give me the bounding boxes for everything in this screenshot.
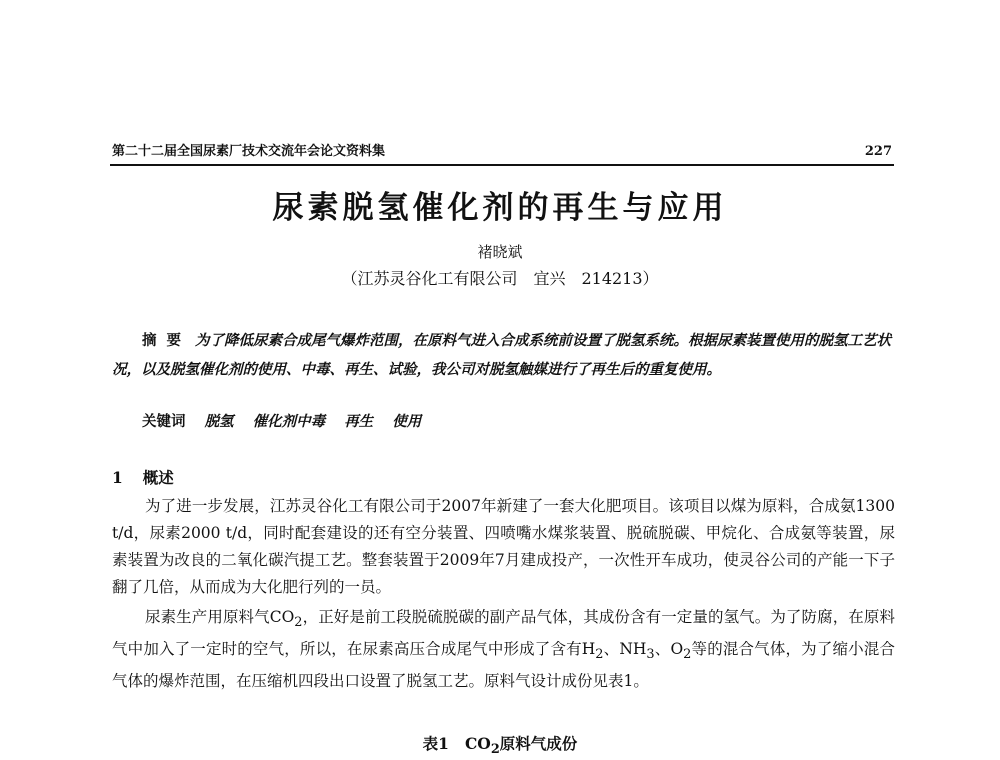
keyword-item: 催化剂中毒 (252, 413, 326, 430)
abstract-label: 摘要 (142, 332, 191, 349)
para-text: 尿素生产用原料气CO (145, 608, 295, 626)
running-header (112, 143, 892, 161)
abstract-text: 为了降低尿素合成尾气爆炸范围，在原料气进入合成系统前设置了脱氢系统。根据尿素装置使用的脱氢工艺状况，以及脱氢催化剂的使用、中毒、再生、试验，我公司对脱氢触媒进行了再生后的重复使用。 (112, 332, 891, 378)
header-rule (110, 164, 894, 166)
author-name: 褚晓斌 (477, 243, 523, 261)
keywords (142, 412, 902, 432)
para-text: 等的混合气体，为了缩小混合气体的爆炸范围，在压缩机四段出口设置了脱氢工艺。原料气设计成份见表1。 (112, 640, 895, 691)
para-text: 、NH (603, 640, 647, 659)
body-paragraph: 为了进一步发展，江苏灵谷化工有限公司于2007年新建了一套大化肥项目。该项目以煤为原料，合成氨1300 t/d，尿素2000 t/d，同时配套建设的还有空分装置、四喷嘴水煤浆装置、脱硫脱碳、甲烷化、合成氨等装置，尿素装置为改良的二氧化碳汽提工艺。整套装置于2009年7月建成投产，一次性开车成功，使灵谷公司的产能一下子翻了几倍，从而成为大化肥行列的一员。 (112, 497, 895, 596)
abstract (112, 326, 894, 384)
section-heading (112, 468, 174, 488)
keyword-item: 使用 (392, 413, 422, 430)
table-number: 表1 (422, 734, 449, 753)
page-number: 227 (864, 144, 892, 159)
table-caption-text: 原料气成份 (499, 734, 578, 753)
table-caption: 表1 $CO_2$原料气成份 (422, 734, 578, 758)
section-title: 概述 (142, 468, 174, 487)
author-affiliation: （江苏灵谷化工有限公司 宜兴 214213） (341, 269, 659, 288)
keywords-label: 关键词 (142, 413, 186, 430)
keyword-item: 脱氢 (204, 413, 234, 430)
table-caption-text: CO (464, 734, 491, 753)
para-text: ，正好是前工段脱硫脱碳的副产品气体，其成份含有一定量的氢气。为了防腐，在原料气中加入了一定时的空气，所以，在尿素高压合成尾气中形成了含有H (112, 608, 895, 659)
running-title: 第二十二届全国尿素厂技术交流年会论文资料集 (112, 144, 386, 159)
keyword-item: 再生 (344, 413, 374, 430)
body-paragraph: 尿素生产用原料气$CO_2$，正好是前工段脱硫脱碳的副产品气体，其成份含有一定量的氢气。为了防腐，在原料气中加入了一定时的空气，所以，在尿素高压合成尾气中形成了含有$H_2$、$NH_3$、$O_2$等的混合气体，为了缩小混合气体的爆炸范围，在压缩机四段出口设置了脱氢工艺。原料气设计成份见表1。 (112, 608, 895, 691)
para-text: 、O (654, 640, 684, 659)
section-number: 1 (112, 468, 123, 487)
article-title: 尿素脱氢催化剂的再生与应用 (272, 190, 728, 226)
